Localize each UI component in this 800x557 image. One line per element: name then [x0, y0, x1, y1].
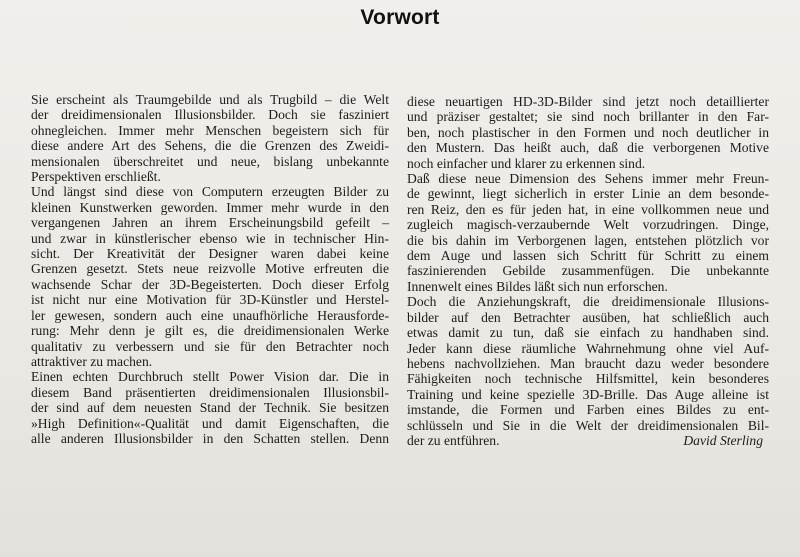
- text-line: wachsende Schar der 3D-Begeisterten. Doch dieser Erfolg: [31, 276, 389, 292]
- text-line: hebens nachvollziehen. Man braucht dazu weder besondere: [407, 355, 769, 371]
- text-line: zugleich magisch-verzaubernde Welt vorzudringen. Dinge,: [407, 217, 769, 233]
- text-line: Daß diese neue Dimension des Sehens immer mehr Freun-: [407, 171, 769, 187]
- text-line: diese neuartigen HD-3D-Bilder sind jetzt noch detaillierter: [407, 94, 769, 109]
- text-line: Grenzen gesetzt. Stets neue reizvolle Motive erfreuten die: [31, 261, 389, 277]
- text-line: Sie erscheint als Traumgebilde und als Trugbild – die Welt: [31, 92, 389, 107]
- text-line: vergangenen Jahren an ihrem Erscheinungsbild gefeilt –: [31, 215, 389, 231]
- text-line: etwas damit zu tun, daß sie einfach zu handhaben sind.: [407, 325, 769, 341]
- text-line: diesem Band präsentierten dreidimensionalen Illusionsbil-: [31, 384, 389, 400]
- text-line: und zwar in künstlerischer ebenso wie in technischer Hin-: [31, 230, 389, 246]
- text-line: die bis dahin im Verborgenen lagen, entstehen plötzlich vor: [407, 232, 769, 248]
- text-line: kleinen Kunstwerken geworden. Immer mehr wurde in den: [31, 199, 389, 215]
- left-text-column: [31, 92, 389, 446]
- text-line: imstande, die Formen und Farben eines Bildes zu ent-: [407, 402, 769, 418]
- text-line: mensionalen überschreitet und neue, bislang unbekannte: [31, 153, 389, 169]
- closing-line-text: der zu entführen.: [407, 432, 500, 448]
- text-line: dem Auge und lassen sich Schritt für Schritt zu einem: [407, 248, 769, 264]
- right-text-column: [407, 94, 769, 448]
- text-line: Einen echten Durchbruch stellt Power Vision dar. Die in: [31, 369, 389, 385]
- text-line: ist nicht nur eine Motivation für 3D-Künstler und Herstel-: [31, 292, 389, 308]
- text-line: noch einfacher und klarer zu erkennen sind.: [407, 155, 646, 171]
- text-line: de gewinnt, liegt sicherlich in erster Linie an dem besonde-: [407, 186, 769, 202]
- text-line: faszinierenden Gebilde zusammenfügen. Die unbekannte: [407, 263, 769, 279]
- page-title: Vorwort: [360, 6, 440, 29]
- text-line: Und längst sind diese von Computern erzeugten Bilder zu: [31, 184, 389, 200]
- text-line: »High Definition«-Qualität und damit Eigenschaften, die: [31, 415, 389, 431]
- text-line: attraktiver zu machen.: [31, 353, 153, 369]
- text-line: qualitativ zu verbessern und sie für den Betrachter noch: [31, 338, 389, 354]
- text-line: sicht. Der Kreativität der Designer waren dabei keine: [31, 246, 389, 262]
- text-line: bilder auf den Betrachter ausüben, hat schließlich auch: [407, 309, 769, 325]
- text-line: Jeder kann diese räumliche Wahrnehmung ohne viel Auf-: [407, 340, 769, 356]
- text-line: und präziser gestaltet; sie sind noch brillanter in den Far-: [407, 109, 769, 125]
- text-line: schlüsseln und Sie in die Welt der dreidimensionalen Bil-: [407, 417, 769, 433]
- text-line: Perspektiven erschließt.: [31, 169, 161, 185]
- text-line: ben, noch plastischer in den Formen und noch deutlicher in: [407, 124, 769, 140]
- text-line: Innenwelt eines Bildes läßt sich nun erforschen.: [407, 278, 668, 294]
- author-signature: David Sterling: [683, 432, 763, 448]
- text-line: ohnegleichen. Immer mehr Menschen begeistern sich für: [31, 122, 389, 138]
- text-line: Fähigkeiten noch technische Hilfsmittel, kein besonderes: [407, 371, 769, 387]
- text-line: ren Reiz, den es für jeden hat, in eine vollkommen neue und: [407, 201, 769, 217]
- text-line: Training und keine spezielle 3D-Brille. Das Auge alleine ist: [407, 386, 769, 402]
- closing-line-row: [407, 433, 769, 448]
- text-line: der dreidimensionalen Illusionsbilder. Doch sie fasziniert: [31, 107, 389, 123]
- text-line: den Mustern. Das heißt auch, daß die verborgenen Motive: [407, 140, 769, 156]
- text-line: diese andere Art des Sehens, die die Grenzen des Zweidi-: [31, 138, 389, 154]
- text-line: rung: Mehr denn je gilt es, die dreidimensionalen Werke: [31, 323, 389, 339]
- text-line: ler gewesen, sondern auch eine unaufhörliche Herausforde-: [31, 307, 389, 323]
- text-line: der sind auf dem neuesten Stand der Technik. Sie besitzen: [31, 400, 389, 416]
- text-line: alle anderen Illusionsbilder in den Schatten stellen. Denn: [31, 430, 389, 446]
- text-line: Doch die Anziehungskraft, die dreidimensionale Illusions-: [407, 294, 769, 310]
